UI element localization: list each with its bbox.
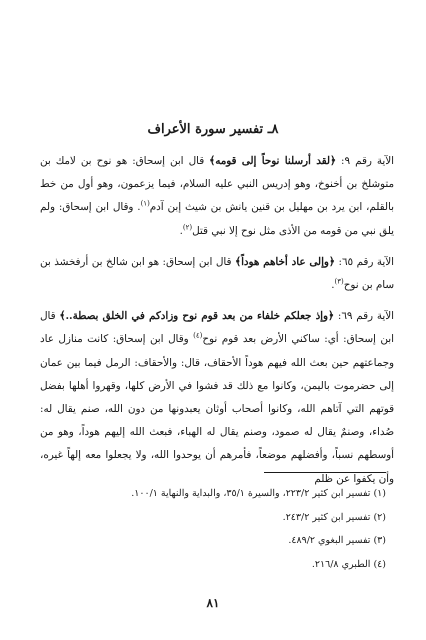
- paragraph-text: قال ابن إسحاق: هو ابن شالخ بن أرفخشذ بن سام بن نوح: [40, 255, 394, 292]
- body-text: [40, 150, 394, 491]
- paragraph-text: الآية رقم ٦٥:: [334, 255, 394, 268]
- paragraph-verse-69: [40, 305, 394, 491]
- page-number: ٨١: [206, 596, 220, 610]
- footnote-2: (٢) تفسير ابن كثير ٢٤٣/٢.: [282, 511, 386, 523]
- footnote-ref: (٢): [182, 223, 193, 232]
- footnote-1: (١) تفسير ابن كثير ٢٢٣/٢، والسيرة ٣٥/١، والبداية والنهاية ١٠٠/١.: [131, 488, 386, 499]
- footnotes: [56, 482, 386, 576]
- paragraph-text: قال ابن إسحاق: هو نوح بن لامك بن متوشلخ بن أخنوخ، وهو إدريس النبي عليه السلام، فيما يزعمون، وهو أول من خط بالقلم، ابن يرد بن مهليل بن قنين يانش بن شيث إبن آدم: [40, 155, 394, 214]
- footnote-4: (٤) الطبري ٢١٦/٨.: [311, 558, 386, 570]
- paragraph-text: الآية رقم ٩:: [336, 155, 394, 167]
- paragraph-text: .: [179, 224, 183, 237]
- footnote-ref: (٤): [193, 332, 203, 340]
- paragraph-text: . وقال ابن إسحاق: ولم يلق نبي من قومه من الأذى مثل نوح إلا نبي قتل: [40, 201, 394, 237]
- section-heading: ٨ـ تفسير سورة الأعراف: [147, 122, 279, 137]
- footnote-3: (٣) تفسير البغوي ٤٨٩/٢.: [288, 535, 386, 546]
- paragraph-text: .: [331, 279, 335, 292]
- paragraph-verse-65: [40, 251, 394, 297]
- quran-verse: ﴿وإذ جعلكم خلفاء من بعد قوم نوح وزادكم في الخلق بصطة..﴾: [59, 310, 335, 323]
- quran-verse: ﴿وإلى عاد أخاهم هوداً﴾: [235, 255, 335, 268]
- paragraph-text: وقال ابن إسحاق: كانت منازل عاد وجماعتهم حين بعث الله فيهم هوداً الأحقاف، قال: والأحقاف: الرمل فيما بين عمان إلى حضرموت باليمن، وكانوا مع ذلك قد فشوا في الأرض كلها، وقهروا أهلها بفضل قوتهم التي آتاهم الله، وكانوا أصحاب أوثان يعبدونها من دون الله، صنم يقال له: صُداء، وصنمٌ يقال له صمود، وصنم يقال له الهباء، فبعث الله إليهم هوداً، وهو من أوسطهم نسباً، وأفضلهم موضعاً، فأمرهم أن يوحدوا الله، ولا يجعلوا معه إلهاً غيره، وأن يكفوا عن ظلم: [40, 333, 394, 485]
- quran-verse: ﴿لقد أرسلنا نوحاً إلى قومه﴾: [209, 155, 337, 167]
- paragraph-verse-9: [40, 150, 394, 243]
- paragraph-text: قال ابن إسحاق: أي: ساكني الأرض بعد قوم نوح: [40, 310, 394, 346]
- footnote-ref: (٣): [334, 277, 344, 286]
- paragraph-text: الآية رقم ٦٩:: [334, 310, 394, 323]
- footnote-ref: (١): [140, 199, 150, 208]
- footnote-divider: [264, 472, 386, 473]
